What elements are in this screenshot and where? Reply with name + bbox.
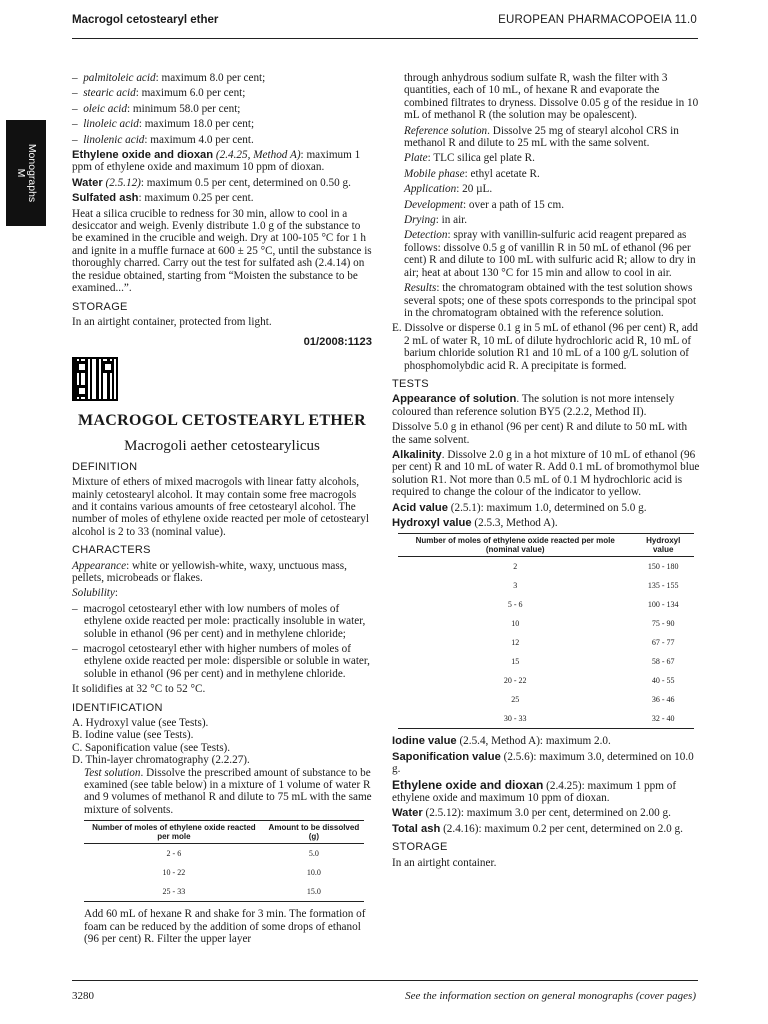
running-header-publication: EUROPEAN PHARMACOPOEIA 11.0 [498, 14, 697, 26]
fatty-acid-name: oleic acid [83, 102, 127, 115]
monograph-reference-number: 01/2008:1123 [303, 336, 372, 349]
reference-solution [392, 125, 700, 150]
appearance-label: Appearance [72, 559, 127, 572]
sulfated-ash-procedure: Heat a silica crucible to redness for 30 min, allow to cool in a desiccator and weigh. Evenly distribute 1.0 g of the substance to be examined in the crucible and weigh. Dry at 100-105 °C for 1 h and ignite in a muffle furnace at 600 ± 25 °C, until the substance is thoroughly charred. Carry out the test for sulfated ash (2.4.14) on the residue obtained, starting from “Moisten the substance to be examined...”. [72, 207, 372, 295]
table-row [84, 844, 364, 864]
column-header: Number of moles of ethylene oxide reacted per mole (nominal value) [415, 536, 615, 555]
param-value: : the chromatogram obtained with the test solution shows several spots; one of these spots corresponds to the principal spot in the chromatogram obtained with the reference solution. [404, 282, 697, 319]
solubility-item: – macrogol cetostearyl ether with higher numbers of moles of ethylene oxide reacted per mole: dispersible or soluble in water, soluble in ethanol (96 per cent) and in methylene chloride. [72, 643, 370, 680]
table-cell: 32 - 40 [651, 714, 675, 724]
iodine-value [392, 735, 700, 747]
footer-note: See the information section on general monographs (cover pages) [405, 990, 696, 1002]
fatty-acid-limit: : maximum 8.0 per cent; [155, 72, 266, 84]
column-header: Hydroxyl value [646, 536, 681, 555]
test-solution-text [72, 767, 372, 817]
table-cell: 150 - 180 [647, 562, 679, 572]
water-test [72, 177, 372, 189]
sulfated-ash-test [72, 192, 372, 204]
table-row [398, 576, 694, 595]
test-text: (2.5.4, Method A): maximum 2.0. [456, 735, 611, 748]
right-column [392, 72, 700, 872]
param-label: Development [404, 198, 464, 211]
table-row [84, 863, 364, 882]
saponification-value [392, 751, 700, 776]
table-cell: 10.0 [306, 868, 321, 878]
column-header: Amount to be dissolved (g) [268, 823, 360, 842]
storage-heading-2: STORAGE [392, 841, 448, 854]
test-text: (2.4.25): maximum 1 ppm of ethylene oxide and maximum 10 ppm of dioxan. [392, 779, 677, 805]
test-label: Water [392, 807, 423, 820]
solubility-label: Solubility: [72, 587, 118, 600]
identification-item: B. Iodine value (see Tests). [72, 729, 194, 742]
total-ash [392, 823, 700, 835]
table-cell: 30 - 33 [503, 714, 527, 724]
param-value: : ethyl acetate R. [464, 167, 540, 180]
param-value: . Dissolve 25 mg of stearyl alcohol CRS in methanol R and dilute to 25 mL with the same solvent. [404, 124, 679, 150]
ethylene-oxide-test [72, 149, 372, 174]
fatty-acid-name: linoleic acid [83, 118, 139, 131]
test-text: : maximum 1 ppm of ethylene oxide and maximum 10 ppm of dioxan. [72, 149, 361, 174]
list-item: – linoleic acid: maximum 18.0 per cent; [72, 118, 255, 131]
identification-item: A. Hydroxyl value (see Tests). [72, 717, 209, 730]
param-label: Plate [404, 152, 428, 165]
mobile-phase [392, 168, 700, 180]
fatty-acid-name: stearic acid [83, 87, 136, 100]
test-label: Alkalinity [392, 448, 442, 461]
test-label: Ethylene oxide and dioxan [392, 777, 544, 792]
identification-heading: IDENTIFICATION [72, 701, 163, 714]
table-cell: 20 - 22 [503, 676, 527, 686]
test-text: . Dissolve 2.0 g in a hot mixture of 10 mL of ethanol (96 per cent) R and 10 mL of water R. Add 0.1 mL of bromothymol blue solution R1. Not more than 0.5 mL of 0.1 M hydrochloric acid is required to change the colour of the indicator to yellow. [392, 448, 700, 499]
storage-text-2: In an airtight container. [392, 856, 497, 869]
characters-heading: CHARACTERS [72, 544, 151, 557]
storage-heading: STORAGE [72, 300, 128, 313]
footer-rule [72, 980, 698, 981]
table-row [398, 690, 694, 709]
test-label: Total ash [392, 822, 441, 835]
table-cell: 36 - 46 [651, 695, 675, 705]
test-label: Hydroxyl value [392, 517, 472, 529]
table-row [398, 614, 694, 633]
table-cell: 100 - 134 [647, 600, 679, 610]
table-cell: 3 [513, 581, 518, 591]
test-text: (2.4.16): maximum 0.2 per cent, determined on 2.0 g. [440, 822, 683, 835]
fatty-acid-name: linolenic acid [83, 133, 145, 146]
fatty-acid-limit: : maximum 18.0 per cent; [138, 118, 255, 131]
fatty-acid-list [72, 72, 372, 146]
table-cell: 75 - 90 [651, 619, 675, 629]
tests-heading: TESTS [392, 377, 429, 390]
table-row [84, 882, 364, 902]
test-solution-label: Test solution [84, 766, 141, 779]
param-label: Drying [404, 214, 436, 227]
list-item: – stearic acid: maximum 6.0 per cent; [72, 87, 246, 100]
solubility-text: macrogol cetostearyl ether with low numbers of moles of ethylene oxide reacted per mole: practically insoluble in water, soluble in ethanol (96 per cent) and in methylene chloride; [83, 602, 366, 640]
param-value: : spray with vanillin-sulfuric acid reagent prepared as follows: dissolve 0.5 g of vanillin R in 50 mL of ethanol (96 per cent) R and dilute to 100 mL with sulfuric acid R; allow to dry in air; heat at about 130 °C for 15 min and allow to cool in air. [404, 229, 696, 279]
identification-item: D. Thin-layer chromatography (2.2.27). [72, 754, 250, 767]
table-row [398, 671, 694, 690]
table-row [398, 633, 694, 652]
param-value: : over a path of 15 cm. [463, 198, 564, 211]
test-ref: (2.4.25, Method A) [213, 149, 301, 162]
definition-heading: DEFINITION [72, 460, 138, 473]
hydroxyl-value [392, 517, 700, 529]
appearance-of-solution [392, 393, 700, 418]
param-label: Application [404, 183, 457, 196]
qr-code-icon [72, 357, 118, 401]
table-cell: 135 - 155 [647, 581, 679, 591]
table-cell: 5 - 6 [507, 600, 523, 610]
param-value: : 20 µL. [456, 183, 493, 196]
drying [392, 214, 700, 226]
table-cell: 67 - 77 [651, 638, 675, 648]
test-text: : maximum 0.25 per cent. [138, 192, 254, 205]
identification-e: E. Dissolve or disperse 0.1 g in 5 mL of ethanol (96 per cent) R, add 2 mL of water R, 10 mL of dilute hydrochloric acid R, 10 mL of barium chloride solution R1 and 10 mL of a 100 g/L solution of phosphomolybdic acid R. A precipitate is formed. [392, 322, 698, 372]
table-cell: 10 [511, 619, 520, 629]
table-cell: 15.0 [306, 887, 321, 897]
test-text: : maximum 0.5 per cent, determined on 0.50 g. [140, 176, 351, 189]
solidifies-text: It solidifies at 32 °C to 52 °C. [72, 683, 206, 696]
test-label: Sulfated ash [72, 192, 139, 205]
test-text: (2.5.3, Method A). [471, 517, 558, 529]
header-rule [72, 38, 698, 39]
left-column [72, 72, 372, 949]
plate [392, 152, 700, 164]
table-row [398, 595, 694, 614]
table-cell: 25 [511, 695, 520, 705]
fatty-acid-limit: : maximum 6.0 per cent; [135, 87, 246, 100]
development [392, 199, 700, 211]
list-item: – linolenic acid: maximum 4.0 per cent. [72, 133, 254, 146]
test-text: (2.5.1): maximum 1.0, determined on 5.0 g. [447, 501, 647, 514]
after-table-text: Add 60 mL of hexane R and shake for 3 min. The formation of foam can be reduced by the addition of some drops of ethanol (96 per cent) R. Filter the upper layer [84, 908, 366, 946]
table-cell: 2 - 6 [166, 849, 182, 859]
list-item: – palmitoleic acid: maximum 8.0 per cent; [72, 72, 266, 84]
side-tab-label: Monographs M [15, 143, 38, 203]
solubility-item: – macrogol cetostearyl ether with low numbers of moles of ethylene oxide reacted per mole: practically insoluble in water, soluble in ethanol (96 per cent) and in methylene chloride; [72, 602, 366, 640]
column-header: Number of moles of ethylene oxide reacted per mole [92, 823, 256, 842]
table-row [398, 652, 694, 671]
definition-text: Mixture of ethers of mixed macrogols with linear fatty alcohols, mainly cetostearyl alcohol. It may contain some free macrogols and it contains various amounts of free cetostearyl alcohol. The number of moles of ethylene oxide reacted per mole of cetostearyl alcohol is 2 to 33 (nominal value). [72, 476, 369, 538]
test-label: Saponification value [392, 750, 501, 763]
param-value: : in air. [435, 214, 468, 227]
table-cell: 40 - 55 [651, 676, 675, 686]
test-ref: (2.5.12) [102, 176, 141, 189]
solubility-text: macrogol cetostearyl ether with higher numbers of moles of ethylene oxide reacted per mole: dispersible or soluble in water, soluble in ethanol (96 per cent) and in methylene chloride. [83, 643, 370, 680]
page-number: 3280 [72, 990, 94, 1002]
dissolve-text: Dissolve 5.0 g in ethanol (96 per cent) R and dilute to 50 mL with the same solvent. [392, 421, 688, 446]
identification-item: C. Saponification value (see Tests). [72, 741, 231, 754]
table-row [398, 709, 694, 729]
amount-table [84, 820, 364, 902]
param-label: Results [404, 282, 437, 295]
fatty-acid-name: palmitoleic acid [83, 72, 156, 84]
alkalinity [392, 449, 700, 499]
test-label: Ethylene oxide and dioxan [72, 149, 214, 162]
water-test-2 [392, 807, 700, 819]
hydroxyl-table [398, 533, 694, 729]
test-label: Appearance of solution [392, 393, 517, 406]
appearance-value: : white or yellowish-white, waxy, unctuous mass, pellets, microbeads or flakes. [72, 559, 347, 584]
continued-text: through anhydrous sodium sulfate R, wash the filter with 3 quantities, each of 10 mL, of hexane R and evaporate the combined filtrates to dryness. Dissolve 0.05 g of the residue in 10 mL of methanol R (the solution may be opalescent). [404, 72, 699, 122]
table-cell: 5.0 [308, 849, 319, 859]
application [392, 183, 700, 195]
table-cell: 2 [513, 562, 518, 572]
param-label: Detection [404, 229, 448, 242]
param-label: Reference solution [404, 124, 488, 137]
detection [392, 229, 700, 279]
table-cell: 25 - 33 [162, 887, 186, 897]
test-label: Iodine value [392, 735, 457, 748]
test-label: Acid value [392, 501, 448, 514]
list-item: – oleic acid: minimum 58.0 per cent; [72, 102, 241, 115]
running-header-title: Macrogol cetostearyl ether [72, 14, 219, 26]
monograph-title: MACROGOL CETOSTEARYL ETHER [78, 411, 366, 429]
param-value: : TLC silica gel plate R. [427, 152, 535, 165]
table-row [398, 557, 694, 577]
fatty-acid-limit: : minimum 58.0 per cent; [127, 102, 241, 115]
results [392, 282, 700, 319]
test-text: (2.5.12): maximum 3.0 per cent, determined on 2.00 g. [422, 807, 671, 820]
monographs-side-tab [6, 120, 46, 226]
test-solution-body: . Dissolve the prescribed amount of substance to be examined (see table below) in a mixture of 1 volume of water R and 9 volumes of methanol R and dilute to 75 mL with the same mixture of solvents. [84, 766, 372, 816]
test-label: Water [72, 176, 103, 189]
storage-text: In an airtight container, protected from light. [72, 315, 272, 328]
solubility-label-text: Solubility [72, 587, 115, 600]
appearance-text [72, 560, 372, 585]
table-cell: 12 [511, 638, 520, 648]
fatty-acid-limit: : maximum 4.0 per cent. [144, 133, 254, 146]
latin-title: Macrogoli aether cetostearylicus [124, 437, 320, 454]
ethylene-oxide-test-2 [392, 779, 700, 805]
test-text: (2.5.6): maximum 3.0, determined on 10.0 g. [392, 750, 694, 776]
table-cell: 15 [511, 657, 520, 667]
param-label: Mobile phase [404, 167, 465, 180]
acid-value [392, 502, 700, 514]
table-cell: 58 - 67 [651, 657, 675, 667]
table-cell: 10 - 22 [162, 868, 186, 878]
test-text: . The solution is not more intensely coloured than reference solution BY5 (2.2.2, Method II). [392, 393, 675, 418]
